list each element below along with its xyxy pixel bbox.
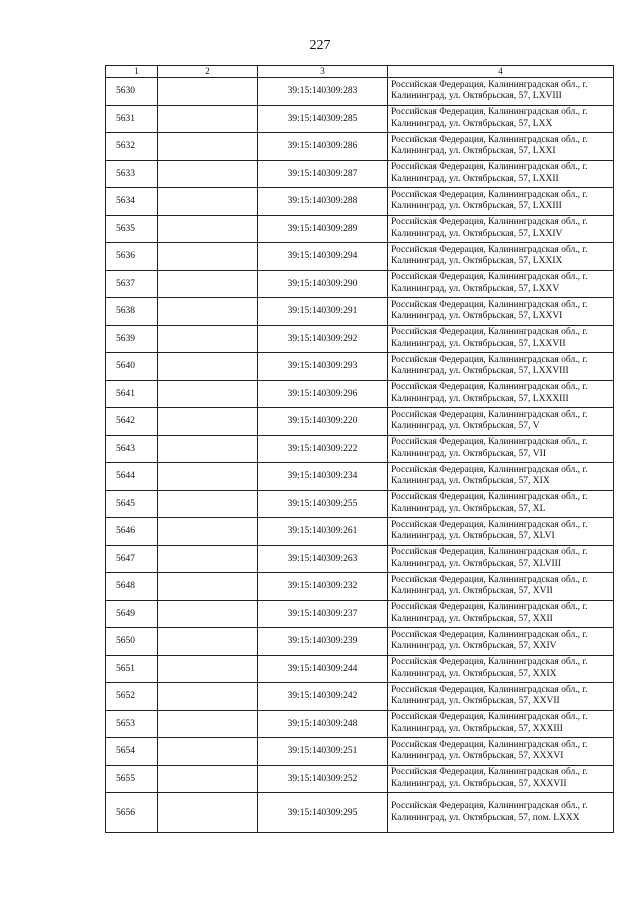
empty-cell (158, 408, 258, 436)
row-number-cell: 5654 (106, 738, 158, 766)
empty-cell (158, 710, 258, 738)
address-cell: Российская Федерация, Калининградская обл., г. Калининград, ул. Октябрьская, 57, LXXV (388, 270, 614, 298)
empty-cell (158, 133, 258, 161)
cadastral-number-cell: 39:15:140309:287 (258, 160, 388, 188)
empty-cell (158, 380, 258, 408)
row-number-cell: 5645 (106, 490, 158, 518)
address-cell: Российская Федерация, Калининградская обл., г. Калининград, ул. Октябрьская, 57, XVII (388, 573, 614, 601)
table-row (106, 435, 614, 463)
table-row (106, 243, 614, 271)
row-number-cell: 5639 (106, 325, 158, 353)
cadastral-number-cell: 39:15:140309:263 (258, 545, 388, 573)
table-row (106, 518, 614, 546)
cadastral-number-cell: 39:15:140309:222 (258, 435, 388, 463)
cadastral-number-cell: 39:15:140309:290 (258, 270, 388, 298)
address-cell: Российская Федерация, Калининградская обл., г. Калининград, ул. Октябрьская, 57, LXXVI (388, 298, 614, 326)
table-row (106, 573, 614, 601)
empty-cell (158, 435, 258, 463)
address-cell: Российская Федерация, Калининградская обл., г. Калининград, ул. Октябрьская, 57, LXVIII (388, 78, 614, 106)
cadastral-number-cell: 39:15:140309:285 (258, 105, 388, 133)
table-row (106, 793, 614, 833)
table-row (106, 188, 614, 216)
cadastral-number-cell: 39:15:140309:244 (258, 655, 388, 683)
empty-cell (158, 160, 258, 188)
address-cell: Российская Федерация, Калининградская обл., г. Калининград, ул. Октябрьская, 57, XXXVII (388, 765, 614, 793)
address-cell: Российская Федерация, Калининградская обл., г. Калининград, ул. Октябрьская, 57, XXVII (388, 683, 614, 711)
table-row (106, 738, 614, 766)
address-cell: Российская Федерация, Калининградская обл., г. Калининград, ул. Октябрьская, 57, XXXIII (388, 710, 614, 738)
row-number-cell: 5656 (106, 793, 158, 833)
table-row (106, 380, 614, 408)
address-cell: Российская Федерация, Калининградская обл., г. Калининград, ул. Октябрьская, 57, LXXII (388, 160, 614, 188)
row-number-cell: 5651 (106, 655, 158, 683)
address-cell: Российская Федерация, Калининградская обл., г. Калининград, ул. Октябрьская, 57, LXXIII (388, 188, 614, 216)
row-number-cell: 5644 (106, 463, 158, 491)
cadastral-number-cell: 39:15:140309:237 (258, 600, 388, 628)
row-number-cell: 5632 (106, 133, 158, 161)
row-number-cell: 5646 (106, 518, 158, 546)
empty-cell (158, 215, 258, 243)
row-number-cell: 5641 (106, 380, 158, 408)
table-row (106, 628, 614, 656)
row-number-cell: 5650 (106, 628, 158, 656)
address-cell: Российская Федерация, Калининградская обл., г. Калининград, ул. Октябрьская, 57, LXXVIII (388, 353, 614, 381)
empty-cell (158, 573, 258, 601)
cadastral-number-cell: 39:15:140309:289 (258, 215, 388, 243)
row-number-cell: 5633 (106, 160, 158, 188)
empty-cell (158, 463, 258, 491)
address-cell: Российская Федерация, Калининградская обл., г. Калининград, ул. Октябрьская, 57, VII (388, 435, 614, 463)
address-cell: Российская Федерация, Калининградская обл., г. Калининград, ул. Октябрьская, 57, XXIV (388, 628, 614, 656)
table-row (106, 765, 614, 793)
column-header-3: 3 (258, 66, 388, 78)
row-number-cell: 5630 (106, 78, 158, 106)
cadastral-number-cell: 39:15:140309:291 (258, 298, 388, 326)
table-row (106, 298, 614, 326)
table-row (106, 490, 614, 518)
address-cell: Российская Федерация, Калининградская обл., г. Калининград, ул. Октябрьская, 57, XIX (388, 463, 614, 491)
address-cell: Российская Федерация, Калининградская обл., г. Калининград, ул. Октябрьская, 57, LXXI (388, 133, 614, 161)
cadastral-number-cell: 39:15:140309:234 (258, 463, 388, 491)
property-registry-table (105, 65, 614, 833)
address-cell: Российская Федерация, Калининградская обл., г. Калининград, ул. Октябрьская, 57, LXXXIII (388, 380, 614, 408)
cadastral-number-cell: 39:15:140309:293 (258, 353, 388, 381)
table-row (106, 78, 614, 106)
table-row (106, 215, 614, 243)
empty-cell (158, 243, 258, 271)
row-number-cell: 5652 (106, 683, 158, 711)
row-number-cell: 5655 (106, 765, 158, 793)
row-number-cell: 5653 (106, 710, 158, 738)
empty-cell (158, 628, 258, 656)
empty-cell (158, 545, 258, 573)
address-cell: Российская Федерация, Калининградская обл., г. Калининград, ул. Октябрьская, 57, пом. LXXX (388, 793, 614, 833)
empty-cell (158, 793, 258, 833)
cadastral-number-cell: 39:15:140309:292 (258, 325, 388, 353)
row-number-cell: 5635 (106, 215, 158, 243)
address-cell: Российская Федерация, Калининградская обл., г. Калининград, ул. Октябрьская, 57, XXII (388, 600, 614, 628)
cadastral-number-cell: 39:15:140309:288 (258, 188, 388, 216)
table-row (106, 105, 614, 133)
empty-cell (158, 490, 258, 518)
table-row (106, 353, 614, 381)
row-number-cell: 5634 (106, 188, 158, 216)
table-row (106, 600, 614, 628)
address-cell: Российская Федерация, Калининградская обл., г. Калининград, ул. Октябрьская, 57, LXXVII (388, 325, 614, 353)
table-header-row (106, 66, 614, 78)
empty-cell (158, 518, 258, 546)
table-row (106, 655, 614, 683)
row-number-cell: 5649 (106, 600, 158, 628)
row-number-cell: 5647 (106, 545, 158, 573)
address-cell: Российская Федерация, Калининградская обл., г. Калининград, ул. Октябрьская, 57, XLVIII (388, 545, 614, 573)
cadastral-number-cell: 39:15:140309:294 (258, 243, 388, 271)
cadastral-number-cell: 39:15:140309:248 (258, 710, 388, 738)
address-cell: Российская Федерация, Калининградская обл., г. Калининград, ул. Октябрьская, 57, LXX (388, 105, 614, 133)
empty-cell (158, 105, 258, 133)
empty-cell (158, 270, 258, 298)
cadastral-number-cell: 39:15:140309:261 (258, 518, 388, 546)
cadastral-number-cell: 39:15:140309:251 (258, 738, 388, 766)
table-row (106, 683, 614, 711)
row-number-cell: 5648 (106, 573, 158, 601)
cadastral-number-cell: 39:15:140309:286 (258, 133, 388, 161)
empty-cell (158, 600, 258, 628)
row-number-cell: 5643 (106, 435, 158, 463)
row-number-cell: 5642 (106, 408, 158, 436)
cadastral-number-cell: 39:15:140309:232 (258, 573, 388, 601)
cadastral-number-cell: 39:15:140309:242 (258, 683, 388, 711)
column-header-2: 2 (158, 66, 258, 78)
cadastral-number-cell: 39:15:140309:220 (258, 408, 388, 436)
table-row (106, 408, 614, 436)
row-number-cell: 5640 (106, 353, 158, 381)
address-cell: Российская Федерация, Калининградская обл., г. Калининград, ул. Октябрьская, 57, LXXIV (388, 215, 614, 243)
cadastral-number-cell: 39:15:140309:296 (258, 380, 388, 408)
empty-cell (158, 188, 258, 216)
column-header-1: 1 (106, 66, 158, 78)
empty-cell (158, 683, 258, 711)
empty-cell (158, 325, 258, 353)
cadastral-number-cell: 39:15:140309:295 (258, 793, 388, 833)
cadastral-number-cell: 39:15:140309:255 (258, 490, 388, 518)
empty-cell (158, 298, 258, 326)
empty-cell (158, 765, 258, 793)
empty-cell (158, 78, 258, 106)
table-row (106, 160, 614, 188)
address-cell: Российская Федерация, Калининградская обл., г. Калининград, ул. Октябрьская, 57, LXXIX (388, 243, 614, 271)
page-number: 227 (309, 38, 331, 53)
empty-cell (158, 353, 258, 381)
column-header-4: 4 (388, 66, 614, 78)
address-cell: Российская Федерация, Калининградская обл., г. Калининград, ул. Октябрьская, 57, V (388, 408, 614, 436)
cadastral-number-cell: 39:15:140309:252 (258, 765, 388, 793)
cadastral-number-cell: 39:15:140309:239 (258, 628, 388, 656)
address-cell: Российская Федерация, Калининградская обл., г. Калининград, ул. Октябрьская, 57, XXXVI (388, 738, 614, 766)
row-number-cell: 5631 (106, 105, 158, 133)
empty-cell (158, 655, 258, 683)
table-row (106, 463, 614, 491)
table-row (106, 133, 614, 161)
row-number-cell: 5636 (106, 243, 158, 271)
address-cell: Российская Федерация, Калининградская обл., г. Калининград, ул. Октябрьская, 57, XLVI (388, 518, 614, 546)
table-row (106, 545, 614, 573)
row-number-cell: 5638 (106, 298, 158, 326)
row-number-cell: 5637 (106, 270, 158, 298)
empty-cell (158, 738, 258, 766)
table-row (106, 325, 614, 353)
address-cell: Российская Федерация, Калининградская обл., г. Калининград, ул. Октябрьская, 57, XXIX (388, 655, 614, 683)
table-row (106, 270, 614, 298)
table-row (106, 710, 614, 738)
cadastral-number-cell: 39:15:140309:283 (258, 78, 388, 106)
address-cell: Российская Федерация, Калининградская обл., г. Калининград, ул. Октябрьская, 57, XL (388, 490, 614, 518)
